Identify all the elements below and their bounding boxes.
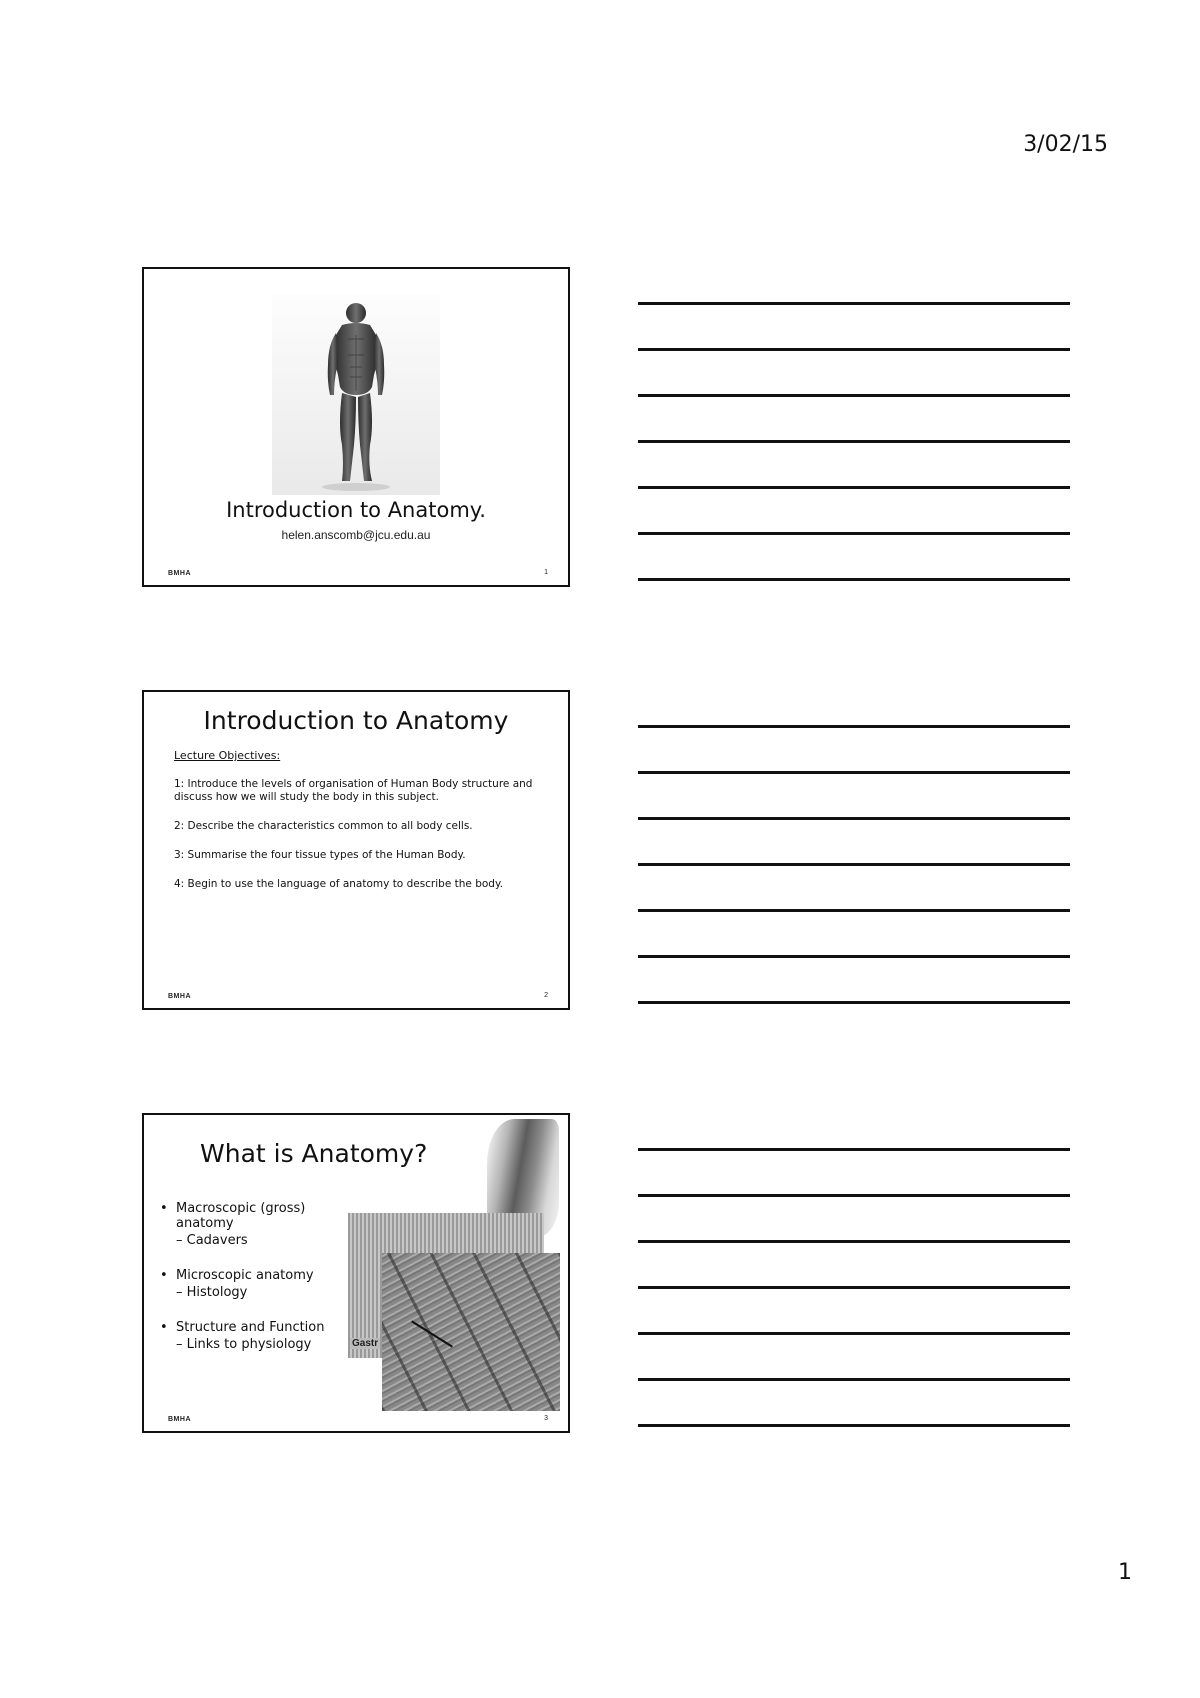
image-label: Gastr (352, 1338, 379, 1349)
note-line (638, 1424, 1070, 1427)
note-line (638, 486, 1070, 489)
electron-micrograph-image (382, 1253, 560, 1411)
objectives-list (174, 778, 544, 907)
note-line (638, 1001, 1070, 1004)
sub-bullet-item: – Links to physiology (176, 1337, 312, 1352)
note-line (638, 348, 1070, 351)
bullet-dot-icon: • (160, 1201, 168, 1216)
slide-number: 1 (544, 569, 548, 576)
note-line (638, 1286, 1070, 1289)
slide-2 (142, 690, 570, 1010)
slide-title: Introduction to Anatomy. (226, 498, 486, 522)
note-line (638, 1194, 1070, 1197)
objective-item: 3: Summarise the four tissue types of the Human Body. (174, 849, 466, 861)
note-line (638, 1240, 1070, 1243)
slide-footer-left: BMHA (168, 1416, 191, 1423)
bullet-dot-icon: • (160, 1320, 168, 1335)
bullet-item: • Microscopic anatomy (160, 1268, 314, 1283)
slide-1 (142, 267, 570, 587)
slide-title: Introduction to Anatomy (203, 706, 509, 735)
slide-3 (142, 1113, 570, 1433)
page-date: 3/02/15 (1023, 132, 1108, 157)
note-line (638, 1378, 1070, 1381)
note-line (638, 532, 1070, 535)
note-line (638, 394, 1070, 397)
note-line (638, 725, 1070, 728)
sub-bullet-item: – Histology (176, 1285, 248, 1300)
slide-footer-left: BMHA (168, 993, 191, 1000)
lecture-objectives-heading: Lecture Objectives: (174, 749, 281, 762)
note-line (638, 955, 1070, 958)
sub-bullet-item: – Cadavers (176, 1233, 248, 1248)
note-line (638, 578, 1070, 581)
note-line (638, 1332, 1070, 1335)
note-line (638, 817, 1070, 820)
objective-item: 4: Begin to use the language of anatomy to describe the body. (174, 878, 504, 890)
human-figure-image (272, 295, 440, 495)
note-line (638, 863, 1070, 866)
bullet-dot-icon: • (160, 1268, 168, 1283)
note-line (638, 771, 1070, 774)
bullet-list (158, 1201, 338, 1372)
slide-footer-left: BMHA (168, 570, 191, 577)
presenter-email: helen.anscomb@jcu.edu.au (281, 528, 431, 542)
note-line (638, 909, 1070, 912)
page-number: 1 (1118, 1560, 1132, 1585)
slide-title: What is Anatomy? (200, 1139, 428, 1168)
slide-number: 3 (544, 1415, 548, 1422)
objective-item: 1: Introduce the levels of organisation of Human Body structure and discuss how we will study the body in this subject. (174, 778, 533, 803)
slide-number: 2 (544, 992, 548, 999)
note-line (638, 1148, 1070, 1151)
micrograph-marker (411, 1320, 453, 1347)
note-line (638, 302, 1070, 305)
objective-item: 2: Describe the characteristics common to all body cells. (174, 820, 473, 832)
bullet-item: • Macroscopic (gross) anatomy (160, 1201, 306, 1231)
bullet-item: • Structure and Function (160, 1320, 325, 1335)
note-line (638, 440, 1070, 443)
